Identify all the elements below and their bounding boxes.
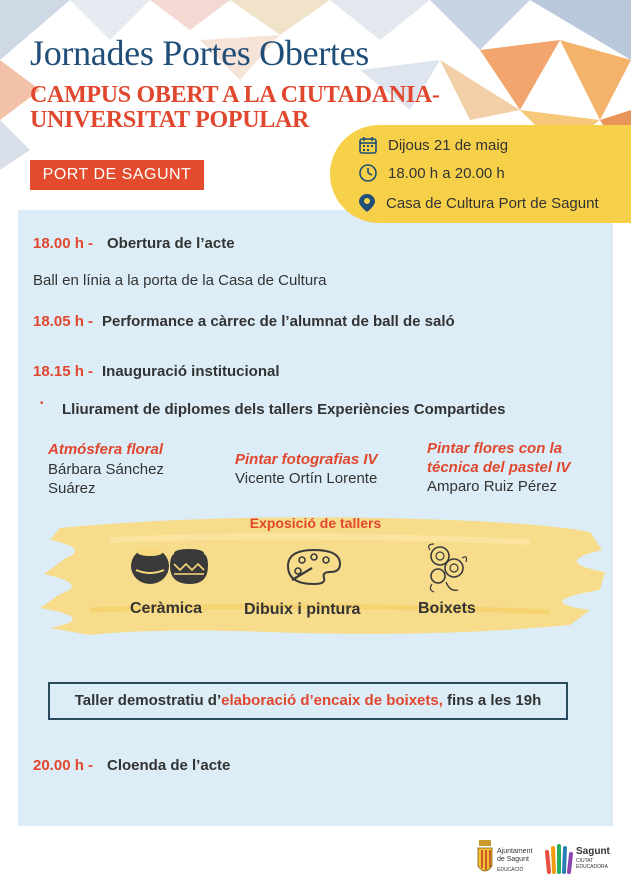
logo2-line2: CIUTAT [576,858,594,864]
workshop-1-name-line2: Suárez [48,480,96,497]
subtitle-line-1: CAMPUS OBERT A LA CIUTADANIA- [30,82,440,108]
subtitle-line-2: UNIVERSITAT POPULAR [30,107,310,133]
item2-time: 18.05 h - [33,313,94,330]
logo1-line3: EDUCACIÓ [497,867,524,873]
category-ceramica: Ceràmica [130,600,203,617]
info-box [330,125,631,223]
item1-time: 18.00 h - [33,235,94,252]
item3-time: 18.15 h - [33,363,94,380]
taller-suffix: fins a les 19h [442,692,542,709]
item4-time: 20.00 h - [33,757,94,774]
taller-demostratiu-box [48,682,568,720]
info-time: 18.00 h a 20.00 h [388,164,505,182]
page-title: Jornades Portes Obertes [30,33,370,73]
info-date: Dijous 21 de maig [388,136,509,154]
workshop-3-title-line1: Pintar flores con la [427,440,563,457]
bullet: • [40,398,44,409]
exposicio-title: Exposició de tallers [249,515,382,531]
info-date-row [358,135,508,155]
logo1-line2: de Sagunt [497,856,529,863]
category-dibuix: Dibuix i pintura [244,601,361,618]
item2-text: Performance a càrrec de l’alumnat de ball de saló [102,313,455,330]
item1-text: Obertura de l’acte [107,235,235,252]
palette-icon [282,546,346,586]
calendar-icon [358,135,378,155]
item3-text: Inauguració institucional [102,363,280,380]
item1-note: Ball en línia a la porta de la Casa de Cultura [33,272,327,289]
info-time-row [358,163,505,183]
logo1-line1: Ajuntament [497,848,533,855]
workshop-1-name-line1: Bárbara Sánchez [48,461,164,478]
logo2-line3: EDUCADORA [576,864,608,870]
sagunt-hands-logo-icon [543,842,573,876]
location-badge: PORT DE SAGUNT [30,160,204,190]
workshop-1-title: Atmósfera floral [48,441,164,458]
logo2-line1: Sagunt [576,846,610,857]
workshop-3-title-line2: técnica del pastel IV [427,459,571,476]
pottery-icon [128,542,210,588]
workshop-3-name: Amparo Ruiz Pérez [427,478,558,495]
workshop-2-name: Vicente Ortín Lorente [235,470,378,487]
info-place: Casa de Cultura Port de Sagunt [386,194,599,212]
info-place-row [358,193,599,213]
workshop-2-title: Pintar fotografias IV [235,451,378,468]
taller-prefix: Taller demostratiu d’ [74,692,222,709]
item4-text: Cloenda de l’acte [107,757,231,774]
category-boixets: Boixets [418,600,476,617]
location-pin-icon [358,193,376,213]
taller-highlight: elaboració d’encaix de boixets, [221,692,443,709]
bullet-text: Lliurament de diplomes dels tallers Experiències Compartides [62,401,506,418]
clock-icon [358,163,378,183]
ajuntament-crest-icon [476,838,494,880]
lace-flower-icon [424,542,470,594]
